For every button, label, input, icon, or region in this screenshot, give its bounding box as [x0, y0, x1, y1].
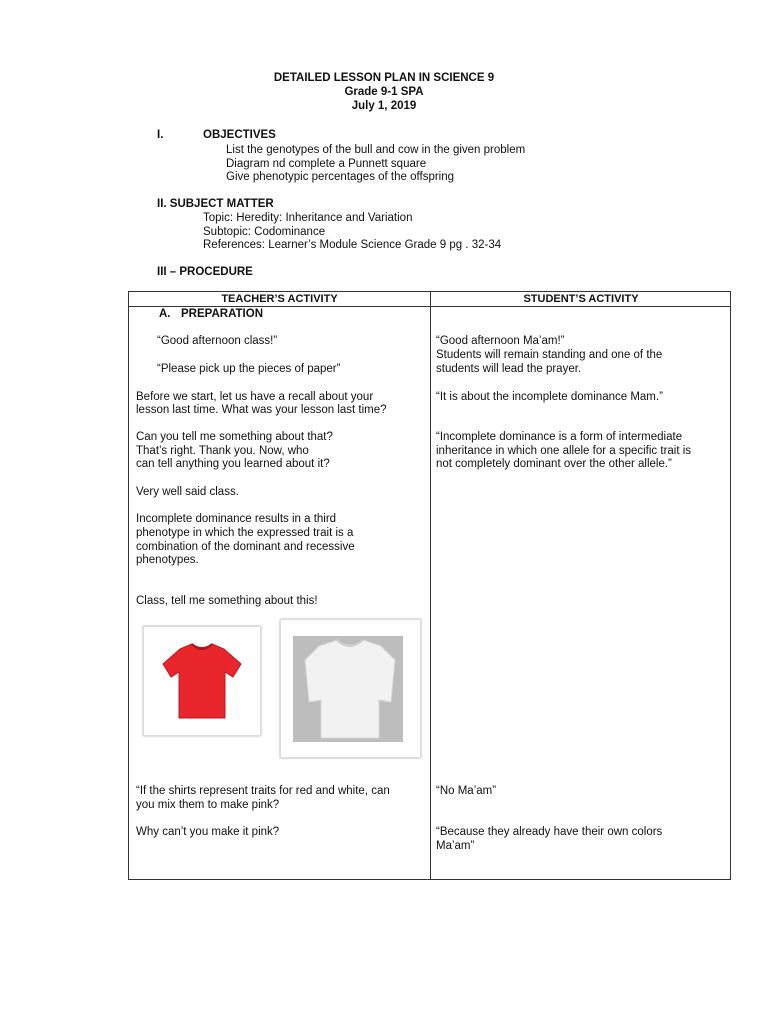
student-because-line: Ma’am” [436, 840, 475, 852]
section-title: PREPARATION [181, 308, 263, 320]
teacher-class-tell: Class, tell me something about this! [136, 595, 318, 607]
teacher-well-said: Very well said class. [136, 486, 239, 498]
objectives-numeral: I. [157, 129, 164, 141]
teacher-paper: “Please pick up the pieces of paper” [157, 363, 341, 375]
teacher-recall-line: lesson last time. What was your lesson last time? [136, 404, 387, 416]
student-prayer-line: Students will remain standing and one of the [436, 349, 663, 361]
student-definition-line: inheritance in which one allele for a specific trait is [436, 445, 692, 457]
white-shirt-icon [281, 620, 420, 757]
student-activity-header: STUDENT’S ACTIVITY [523, 293, 639, 305]
document-title: DETAILED LESSON PLAN IN SCIENCE 9 [273, 72, 495, 84]
red-shirt-icon [144, 627, 260, 735]
teacher-tell-line: can tell anything you learned about it? [136, 458, 330, 470]
section-letter: A. [159, 308, 171, 320]
teacher-tell-line: Can you tell me something about that? [136, 431, 333, 443]
objective-item: Diagram nd complete a Punnett square [226, 158, 427, 170]
grade-line: Grade 9-1 SPA [344, 86, 424, 98]
topic-line: Topic: Heredity: Inheritance and Variation [203, 212, 413, 224]
teacher-shirts-line: “If the shirts represent traits for red and white, can [136, 785, 390, 797]
student-no-answer: “No Ma’am” [436, 785, 497, 797]
objective-item: List the genotypes of the bull and cow in the given problem [226, 144, 526, 156]
activity-table [128, 291, 731, 880]
teacher-incomplete-line: combination of the dominant and recessive [136, 541, 355, 553]
subtopic-line: Subtopic: Codominance [203, 226, 326, 238]
red-shirt-image [143, 626, 261, 736]
student-lesson-answer: “It is about the incomplete dominance Mam.” [436, 391, 663, 403]
teacher-incomplete-line: phenotype in which the expressed trait is a [136, 527, 354, 539]
teacher-recall-line: Before we start, let us have a recall about your [136, 391, 374, 403]
student-because-line: “Because they already have their own colors [436, 826, 663, 838]
teacher-why-pink: Why can’t you make it pink? [136, 826, 280, 838]
teacher-tell-line: That’s right. Thank you. Now, who [136, 445, 309, 457]
white-shirt-image [280, 619, 421, 758]
teacher-activity-header: TEACHER’S ACTIVITY [221, 293, 338, 305]
teacher-incomplete-line: phenotypes. [136, 554, 199, 566]
teacher-greeting: “Good afternoon class!” [157, 335, 278, 347]
student-greeting: “Good afternoon Ma’am!” [436, 335, 565, 347]
teacher-shirts-line: you mix them to make pink? [136, 799, 280, 811]
teacher-incomplete-line: Incomplete dominance results in a third [136, 513, 337, 525]
procedure-heading: III – PROCEDURE [157, 266, 253, 278]
objectives-heading: OBJECTIVES [203, 129, 276, 141]
date-line: July 1, 2019 [351, 100, 417, 112]
student-definition-line: “Incomplete dominance is a form of intermediate [436, 431, 683, 443]
objective-item: Give phenotypic percentages of the offspring [226, 171, 455, 183]
subject-matter-heading: II. SUBJECT MATTER [157, 198, 274, 210]
student-definition-line: not completely dominant over the other allele.” [436, 458, 672, 470]
student-prayer-line: students will lead the prayer. [436, 363, 582, 375]
references-line: References: Learner’s Module Science Grade 9 pg . 32-34 [203, 239, 502, 251]
